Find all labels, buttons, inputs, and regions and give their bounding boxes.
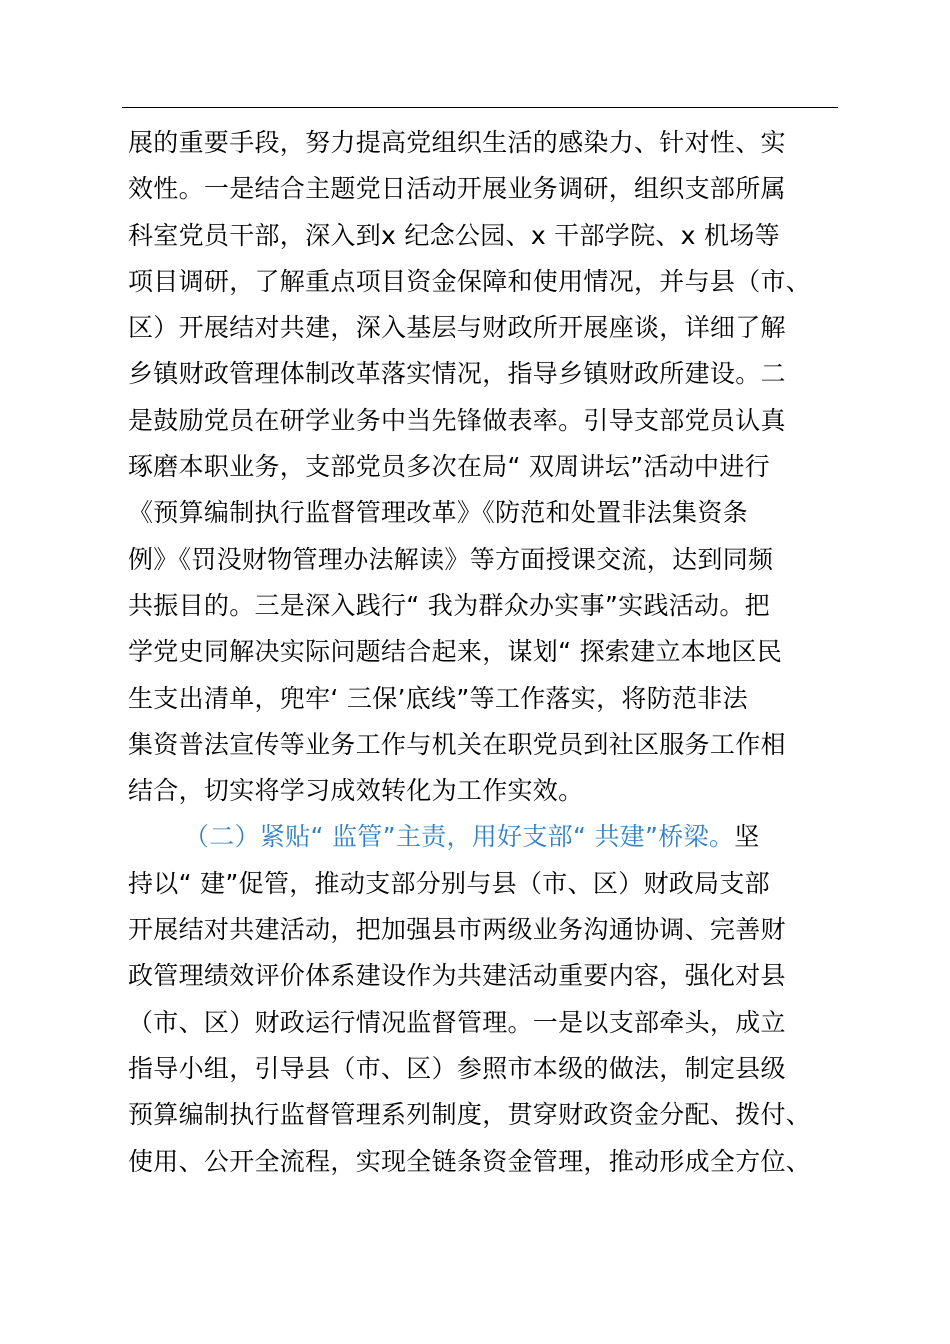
text-line: 开展结对共建活动，把加强县市两级业务沟通协调、完善财: [128, 915, 786, 945]
text-line: 生支出清单，兜牢‘ 三保’底线”等工作落实，将防范非法: [128, 683, 748, 713]
text-line: 集资普法宣传等业务工作与机关在职党员到社区服务工作相: [128, 729, 786, 759]
text-line: 项目调研，了解重点项目资金保障和使用情况，并与县（市、: [128, 266, 812, 296]
text-line: 《预算编制执行监督管理改革》《防范和处置非法集资条: [128, 498, 749, 528]
section-two-paragraph: [128, 814, 848, 1184]
text-line: 区）开展结对共建，深入基层与财政所开展座谈，详细了解: [128, 313, 786, 343]
paragraph-continued: [128, 120, 848, 814]
section-heading: （二）紧贴“ 监管”主责，用好支部“ 共建”桥梁。: [184, 822, 735, 852]
text-line: 使用、公开全流程，实现全链条资金管理，推动形成全方位、: [128, 1146, 812, 1176]
text-line: （市、区）财政运行情况监督管理。一是以支部牵头，成立: [128, 1007, 786, 1037]
text-line: 预算编制执行监督管理系列制度，贯穿财政资金分配、拨付、: [128, 1100, 812, 1130]
header-rule: [122, 107, 838, 108]
text-line: 政管理绩效评价体系建设作为共建活动重要内容，强化对县: [128, 961, 786, 991]
section-heading-line: [128, 814, 848, 860]
text-line: 结合，切实将学习成效转化为工作实效。: [128, 776, 584, 806]
text-line: 例》《罚没财物管理办法解读》等方面授课交流，达到同频: [128, 544, 774, 574]
text-line: 科室党员干部，深入到x 纪念公园、x 干部学院、x 机场等: [128, 220, 780, 250]
text-fragment: 坚: [734, 822, 760, 852]
text-line: 学党史同解决实际问题结合起来，谋划“ 探索建立本地区民: [128, 637, 783, 667]
text-line: 琢磨本职业务，支部党员多次在局“ 双周讲坛”活动中进行: [128, 452, 770, 482]
text-line: 指导小组，引导县（市、区）参照市本级的做法，制定县级: [128, 1053, 786, 1083]
text-line: 共振目的。三是深入践行“ 我为群众办实事”实践活动。把: [128, 590, 770, 620]
text-line: 乡镇财政管理体制改革落实情况，指导乡镇财政所建设。二: [128, 359, 786, 389]
text-line: 展的重要手段，努力提高党组织生活的感染力、针对性、实: [128, 128, 786, 157]
text-line: 持以“ 建”促管，推动支部分别与县（市、区）财政局支部: [128, 868, 770, 898]
text-line: 是鼓励党员在研学业务中当先锋做表率。引导支部党员认真: [128, 405, 786, 435]
text-line: 效性。一是结合主题党日活动开展业务调研，组织支部所属: [128, 174, 786, 204]
document-body: [128, 120, 848, 1185]
